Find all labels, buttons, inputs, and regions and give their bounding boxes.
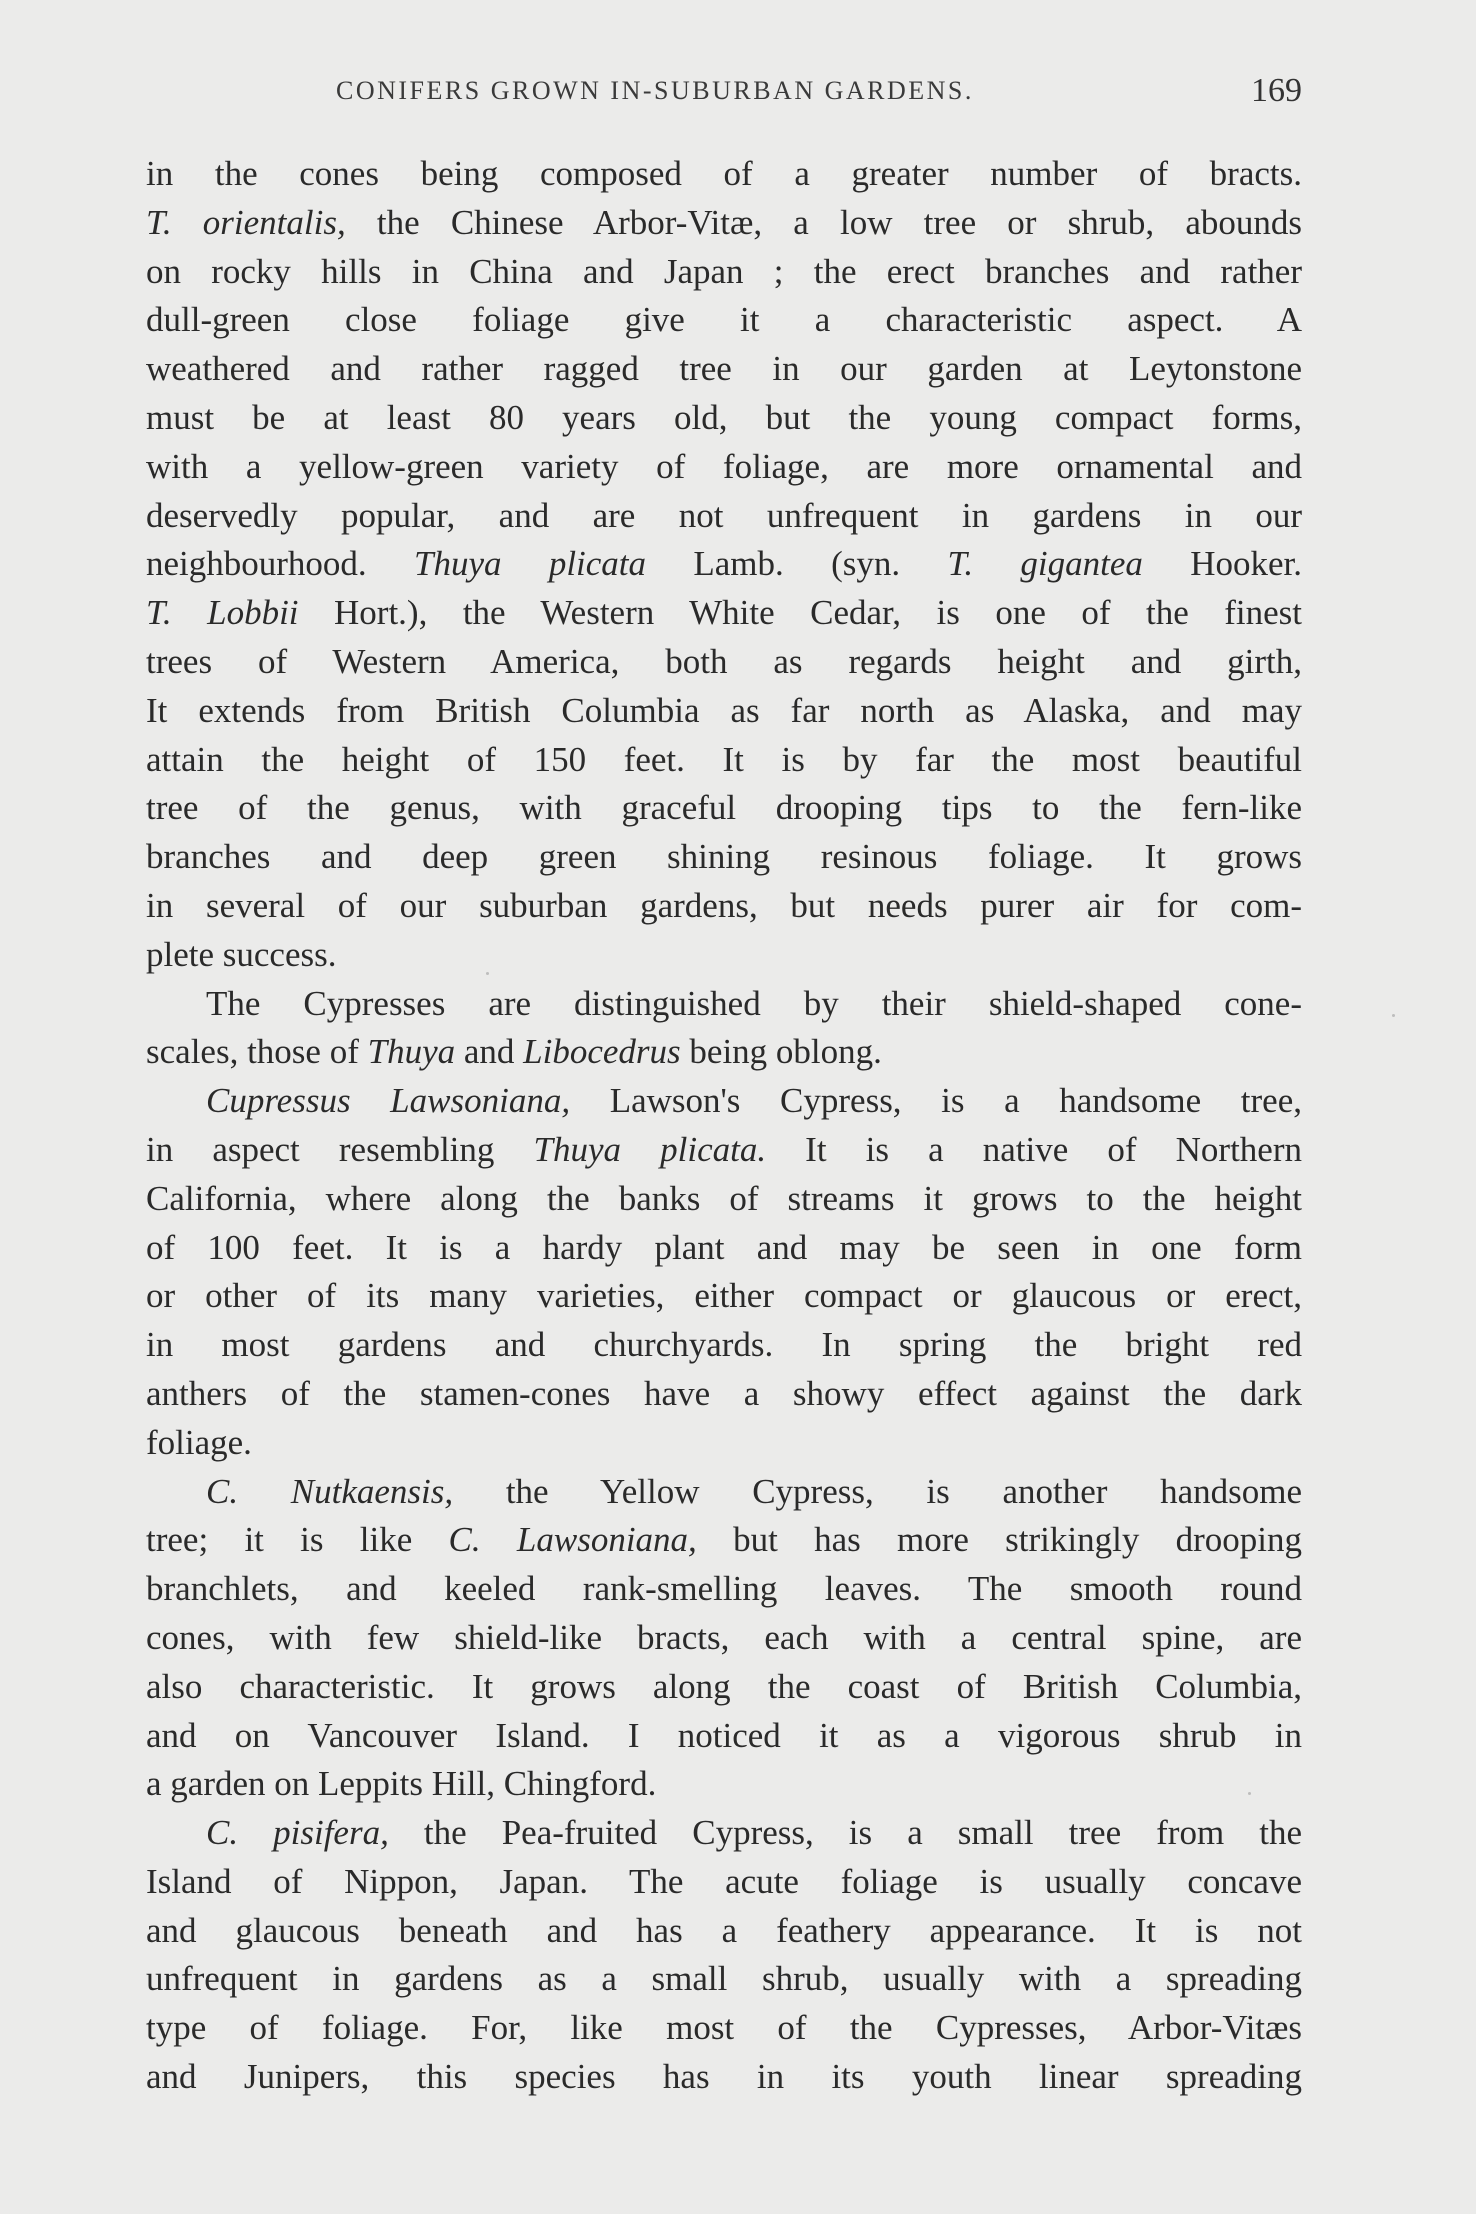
text-line xyxy=(146,1858,1302,1907)
text-line xyxy=(146,1370,1302,1419)
text-run: but has more strikingly drooping xyxy=(696,1520,1302,1560)
page-number: 169 xyxy=(1251,72,1302,109)
text-run: Lamb. (syn. xyxy=(646,544,948,584)
text-line xyxy=(146,882,1302,931)
text-line xyxy=(146,199,1302,248)
text-run: cones, with few shield-like bracts, each with a central spine, are xyxy=(146,1617,1302,1657)
text-line xyxy=(146,1516,1302,1565)
text-line xyxy=(146,1077,1302,1126)
text-run: the Yellow Cypress, is another handsome xyxy=(453,1471,1302,1511)
text-line xyxy=(146,150,1302,199)
running-head: CONIFERS GROWN IN-SUBURBAN GARDENS. xyxy=(336,76,974,105)
text-run: The Cypresses are distinguished by their shield-shaped cone- xyxy=(206,983,1302,1023)
italic-text: T. gigantea xyxy=(947,544,1143,584)
text-run: attain the height of 150 feet. It is by far the most beautiful xyxy=(146,739,1302,779)
text-line xyxy=(146,1712,1302,1761)
text-line xyxy=(146,1760,1302,1809)
text-run: branches and deep green shining resinous foliage. It grows xyxy=(146,837,1302,877)
text-run: and Junipers, this species has in its youth linear spreading xyxy=(146,2057,1302,2097)
text-line xyxy=(146,833,1302,882)
text-run: tree; it is like xyxy=(146,1520,449,1560)
text-line xyxy=(146,980,1302,1029)
italic-text: T. orientalis, xyxy=(146,202,346,242)
italic-text: C. Nutkaensis, xyxy=(206,1471,454,1511)
text-run: with a yellow-green variety of foliage, are more ornamental and xyxy=(146,446,1302,486)
text-line xyxy=(146,784,1302,833)
text-line xyxy=(146,1321,1302,1370)
text-run: in several of our suburban gardens, but needs purer air for com- xyxy=(146,885,1302,925)
text-line xyxy=(146,1175,1302,1224)
text-run: type of foliage. For, like most of the Cypresses, Arbor-Vitæs xyxy=(146,2008,1302,2048)
text-line xyxy=(146,1272,1302,1321)
text-run: or other of its many varieties, either compact or glaucous or erect, xyxy=(146,1276,1302,1316)
text-line xyxy=(146,1614,1302,1663)
text-run: and on Vancouver Island. I noticed it as a vigorous shrub in xyxy=(146,1715,1302,1755)
text-line xyxy=(146,1028,1302,1077)
text-run: plete success. xyxy=(146,934,337,974)
text-run: trees of Western America, both as regards height and girth, xyxy=(146,641,1302,681)
text-line xyxy=(146,1468,1302,1517)
text-line xyxy=(146,296,1302,345)
paper-speck xyxy=(1248,1792,1251,1795)
text-run: foliage. xyxy=(146,1422,252,1462)
text-line xyxy=(146,736,1302,785)
text-line xyxy=(146,2004,1302,2053)
text-run: the Pea-fruited Cypress, is a small tree from the xyxy=(388,1813,1302,1853)
text-run: a garden on Leppits Hill, Chingford. xyxy=(146,1764,657,1804)
text-run: California, where along the banks of streams it grows to the height xyxy=(146,1178,1302,1218)
text-line xyxy=(146,1663,1302,1712)
text-run: Island of Nippon, Japan. The acute foliage is usually concave xyxy=(146,1861,1302,1901)
italic-text: Cupressus Lawsoniana, xyxy=(206,1081,571,1121)
text-run: Lawson's Cypress, is a handsome tree, xyxy=(570,1081,1302,1121)
text-run: must be at least 80 years old, but the young compact forms, xyxy=(146,397,1302,437)
italic-text: Thuya plicata. xyxy=(533,1129,767,1169)
text-run: anthers of the stamen-cones have a showy effect against the dark xyxy=(146,1373,1302,1413)
paper-speck xyxy=(486,972,489,975)
text-line xyxy=(146,931,1302,980)
text-line xyxy=(146,1419,1302,1468)
italic-text: Thuya xyxy=(367,1032,456,1072)
page-header xyxy=(146,72,1302,122)
text-run: dull-green close foliage give it a characteristic aspect. A xyxy=(146,300,1302,340)
text-line xyxy=(146,638,1302,687)
text-line xyxy=(146,687,1302,736)
text-run: deservedly popular, and are not unfrequent in gardens in our xyxy=(146,495,1302,535)
text-line xyxy=(146,492,1302,541)
text-line xyxy=(146,248,1302,297)
italic-text: C. Lawsoniana, xyxy=(448,1520,697,1560)
text-run: Hort.), the Western White Cedar, is one of the finest xyxy=(298,593,1302,633)
text-run: weathered and rather ragged tree in our garden at Leytonstone xyxy=(146,349,1302,389)
text-run: branchlets, and keeled rank-smelling leaves. The smooth round xyxy=(146,1569,1302,1609)
text-line xyxy=(146,2053,1302,2102)
text-line xyxy=(146,1126,1302,1175)
text-line xyxy=(146,1809,1302,1858)
text-run: It extends from British Columbia as far north as Alaska, and may xyxy=(146,690,1302,730)
text-run: on rocky hills in China and Japan ; the erect branches and rather xyxy=(146,251,1302,291)
italic-text: C. pisifera, xyxy=(206,1813,389,1853)
text-run: in aspect resembling xyxy=(146,1129,534,1169)
text-run: unfrequent in gardens as a small shrub, usually with a spreading xyxy=(146,1959,1302,1999)
text-run: and glaucous beneath and has a feathery appearance. It is not xyxy=(146,1910,1302,1950)
italic-text: T. Lobbii xyxy=(146,593,299,633)
text-run: being oblong. xyxy=(680,1032,882,1072)
text-run: and xyxy=(455,1032,524,1072)
text-line xyxy=(146,589,1302,638)
text-run: scales, those of xyxy=(146,1032,368,1072)
text-line xyxy=(146,345,1302,394)
text-line xyxy=(146,1955,1302,2004)
text-run: in the cones being composed of a greater number of bracts. xyxy=(146,154,1302,193)
text-line xyxy=(146,1224,1302,1273)
text-line xyxy=(146,1565,1302,1614)
body-text xyxy=(146,150,1302,2102)
text-run: of 100 feet. It is a hardy plant and may be seen in one form xyxy=(146,1227,1302,1267)
paper-speck xyxy=(1392,1014,1395,1017)
text-line xyxy=(146,394,1302,443)
text-run: Hooker. xyxy=(1142,544,1302,584)
text-line xyxy=(146,540,1302,589)
text-run: also characteristic. It grows along the coast of British Columbia, xyxy=(146,1666,1302,1706)
text-line xyxy=(146,1907,1302,1956)
text-run: tree of the genus, with graceful drooping tips to the fern-like xyxy=(146,788,1302,828)
text-run: It is a native of Northern xyxy=(766,1129,1302,1169)
italic-text: Thuya plicata xyxy=(414,544,647,584)
italic-text: Libocedrus xyxy=(523,1032,681,1072)
text-run: neighbourhood. xyxy=(146,544,414,584)
text-run: the Chinese Arbor-Vitæ, a low tree or shrub, abounds xyxy=(345,202,1302,242)
text-line xyxy=(146,443,1302,492)
text-run: in most gardens and churchyards. In spring the bright red xyxy=(146,1325,1302,1365)
